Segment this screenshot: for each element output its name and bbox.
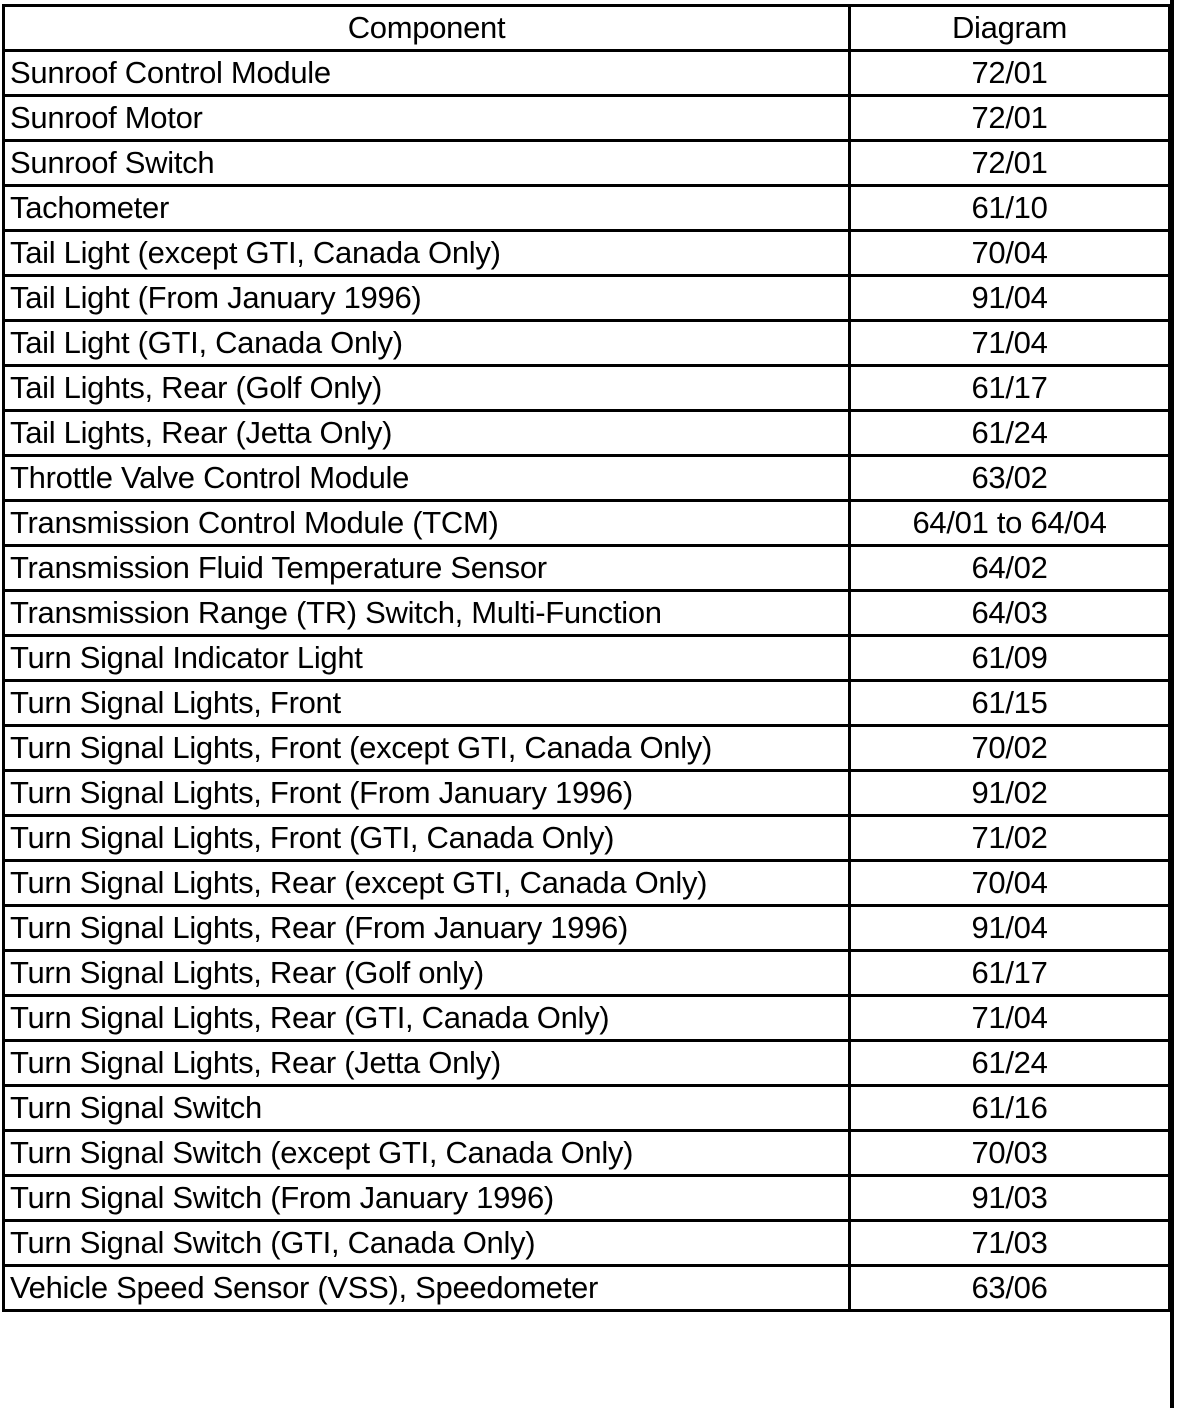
diagram-cell: 72/01 <box>850 141 1170 186</box>
component-cell: Turn Signal Lights, Rear (Golf only) <box>4 951 850 996</box>
table-row <box>4 681 1170 726</box>
component-cell: Turn Signal Switch <box>4 1086 850 1131</box>
table-row <box>4 591 1170 636</box>
table-row <box>4 636 1170 681</box>
table-row <box>4 861 1170 906</box>
diagram-column-header: Diagram <box>850 6 1170 51</box>
diagram-cell: 91/04 <box>850 276 1170 321</box>
diagram-cell: 61/10 <box>850 186 1170 231</box>
component-cell: Turn Signal Lights, Front <box>4 681 850 726</box>
table-row <box>4 951 1170 996</box>
component-cell: Tail Light (From January 1996) <box>4 276 850 321</box>
diagram-cell: 70/04 <box>850 231 1170 276</box>
component-cell: Throttle Valve Control Module <box>4 456 850 501</box>
component-cell: Turn Signal Lights, Rear (Jetta Only) <box>4 1041 850 1086</box>
diagram-cell: 61/15 <box>850 681 1170 726</box>
diagram-cell: 70/03 <box>850 1131 1170 1176</box>
table-row <box>4 96 1170 141</box>
diagram-cell: 61/17 <box>850 366 1170 411</box>
component-cell: Sunroof Motor <box>4 96 850 141</box>
component-column-header: Component <box>4 6 850 51</box>
component-cell: Turn Signal Switch (GTI, Canada Only) <box>4 1221 850 1266</box>
component-cell: Turn Signal Indicator Light <box>4 636 850 681</box>
component-cell: Turn Signal Lights, Front (except GTI, Canada Only) <box>4 726 850 771</box>
table-row <box>4 816 1170 861</box>
diagram-cell: 64/01 to 64/04 <box>850 501 1170 546</box>
component-cell: Turn Signal Lights, Rear (except GTI, Canada Only) <box>4 861 850 906</box>
component-cell: Tachometer <box>4 186 850 231</box>
table-row <box>4 906 1170 951</box>
diagram-cell: 71/02 <box>850 816 1170 861</box>
diagram-cell: 91/04 <box>850 906 1170 951</box>
component-cell: Turn Signal Lights, Front (GTI, Canada Only) <box>4 816 850 861</box>
table-row <box>4 1086 1170 1131</box>
diagram-cell: 61/16 <box>850 1086 1170 1131</box>
table-row <box>4 1221 1170 1266</box>
diagram-cell: 61/24 <box>850 411 1170 456</box>
diagram-cell: 71/04 <box>850 321 1170 366</box>
table-body <box>4 51 1170 1311</box>
component-cell: Tail Lights, Rear (Jetta Only) <box>4 411 850 456</box>
table-row <box>4 996 1170 1041</box>
table-row <box>4 321 1170 366</box>
page-right-border <box>1170 0 1174 1408</box>
table-row <box>4 1266 1170 1311</box>
diagram-cell: 71/03 <box>850 1221 1170 1266</box>
diagram-cell: 61/09 <box>850 636 1170 681</box>
diagram-cell: 63/06 <box>850 1266 1170 1311</box>
diagram-cell: 91/03 <box>850 1176 1170 1221</box>
table-row <box>4 231 1170 276</box>
diagram-cell: 72/01 <box>850 51 1170 96</box>
table-row <box>4 1041 1170 1086</box>
header-row <box>4 6 1170 51</box>
component-cell: Tail Light (GTI, Canada Only) <box>4 321 850 366</box>
table-row <box>4 501 1170 546</box>
table-row <box>4 546 1170 591</box>
diagram-cell: 64/02 <box>850 546 1170 591</box>
component-cell: Transmission Control Module (TCM) <box>4 501 850 546</box>
diagram-cell: 91/02 <box>850 771 1170 816</box>
component-cell: Sunroof Control Module <box>4 51 850 96</box>
diagram-cell: 72/01 <box>850 96 1170 141</box>
table-row <box>4 771 1170 816</box>
table-row <box>4 411 1170 456</box>
component-cell: Tail Light (except GTI, Canada Only) <box>4 231 850 276</box>
component-cell: Turn Signal Switch (From January 1996) <box>4 1176 850 1221</box>
diagram-cell: 71/04 <box>850 996 1170 1041</box>
diagram-cell: 61/17 <box>850 951 1170 996</box>
component-cell: Turn Signal Lights, Front (From January 1996) <box>4 771 850 816</box>
component-cell: Turn Signal Lights, Rear (GTI, Canada Only) <box>4 996 850 1041</box>
table-row <box>4 456 1170 501</box>
table-row <box>4 276 1170 321</box>
table-row <box>4 726 1170 771</box>
component-cell: Sunroof Switch <box>4 141 850 186</box>
diagram-cell: 63/02 <box>850 456 1170 501</box>
component-cell: Vehicle Speed Sensor (VSS), Speedometer <box>4 1266 850 1311</box>
component-diagram-table <box>2 4 1171 1312</box>
component-cell: Turn Signal Lights, Rear (From January 1996) <box>4 906 850 951</box>
table-row <box>4 366 1170 411</box>
diagram-cell: 64/03 <box>850 591 1170 636</box>
component-cell: Transmission Fluid Temperature Sensor <box>4 546 850 591</box>
component-cell: Transmission Range (TR) Switch, Multi-Function <box>4 591 850 636</box>
table-row <box>4 141 1170 186</box>
table-row <box>4 51 1170 96</box>
diagram-cell: 70/04 <box>850 861 1170 906</box>
diagram-cell: 70/02 <box>850 726 1170 771</box>
diagram-cell: 61/24 <box>850 1041 1170 1086</box>
component-cell: Tail Lights, Rear (Golf Only) <box>4 366 850 411</box>
table-row <box>4 1176 1170 1221</box>
table-row <box>4 186 1170 231</box>
component-cell: Turn Signal Switch (except GTI, Canada Only) <box>4 1131 850 1176</box>
table-row <box>4 1131 1170 1176</box>
component-diagram-sheet <box>2 4 1168 1404</box>
